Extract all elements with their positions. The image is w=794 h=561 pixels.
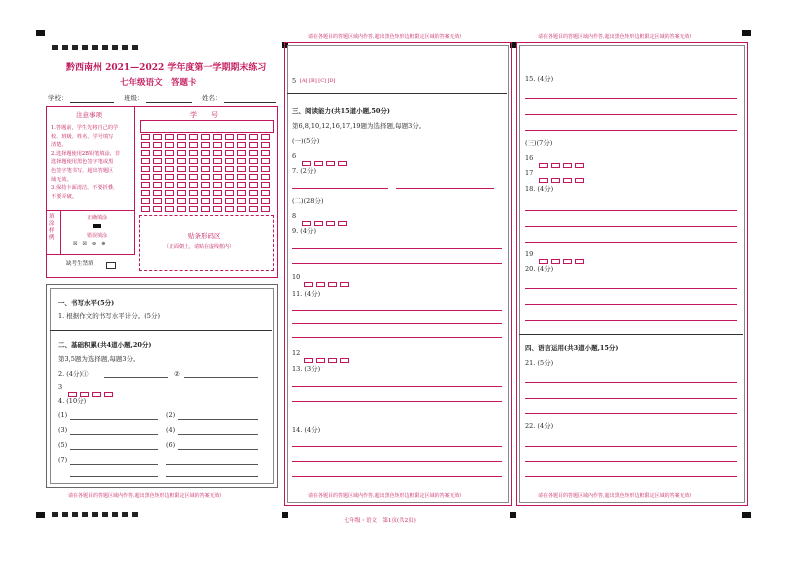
registration-mark xyxy=(282,512,288,518)
q4-item: (6) xyxy=(166,441,176,449)
student-id-bubble[interactable] xyxy=(249,198,258,204)
registration-mark xyxy=(36,512,45,518)
student-id-bubble[interactable] xyxy=(141,182,150,188)
student-id-bubble[interactable] xyxy=(165,198,174,204)
student-id-bubble[interactable] xyxy=(189,134,198,140)
student-id-label: 学 号 xyxy=(190,111,218,119)
q4-item: (3) xyxy=(58,426,68,434)
student-id-bubble[interactable] xyxy=(213,182,222,188)
q18-answer-line[interactable] xyxy=(525,226,737,227)
student-id-bubble[interactable] xyxy=(261,198,270,204)
student-id-bubble[interactable] xyxy=(261,182,270,188)
q21-answer-line[interactable] xyxy=(525,398,737,399)
question-22: 22. (4分) xyxy=(525,422,554,430)
student-id-bubble[interactable] xyxy=(237,206,246,212)
q13-answer-line[interactable] xyxy=(292,401,502,402)
student-id-bubble[interactable] xyxy=(201,198,210,204)
notice-item: 清楚。 xyxy=(51,142,67,149)
correct-fill-sample xyxy=(93,224,101,228)
student-id-bubble[interactable] xyxy=(261,142,270,148)
student-id-bubble[interactable] xyxy=(201,142,210,148)
divider xyxy=(60,210,61,254)
student-id-bubble[interactable] xyxy=(237,166,246,172)
part-3-label: (三)(7分) xyxy=(525,139,553,147)
student-id-bubble[interactable] xyxy=(237,182,246,188)
q18-answer-line[interactable] xyxy=(525,210,737,211)
q7-answer-line[interactable] xyxy=(292,188,388,189)
notice-item: 选择题使用黑色签字笔或黑 xyxy=(51,159,114,166)
q14-answer-line[interactable] xyxy=(292,446,502,447)
student-id-bubble[interactable] xyxy=(177,198,186,204)
q4-answer-line[interactable] xyxy=(70,434,158,435)
student-id-bubble[interactable] xyxy=(201,182,210,188)
q4-answer-line[interactable] xyxy=(178,434,258,435)
q9-answer-line[interactable] xyxy=(292,263,502,264)
student-id-bubble[interactable] xyxy=(261,174,270,180)
q4-item: (1) xyxy=(58,411,68,419)
barcode-area xyxy=(139,215,274,271)
question-12: 12 xyxy=(292,349,301,357)
student-id-bubble[interactable] xyxy=(225,142,234,148)
student-id-bubble[interactable] xyxy=(165,158,174,164)
student-id-bubble[interactable] xyxy=(189,150,198,156)
student-id-bubble[interactable] xyxy=(249,166,258,172)
notice-item: 1.答题前，学生先将自己的学 xyxy=(51,125,119,131)
student-id-bubble[interactable] xyxy=(189,190,198,196)
q15-answer-line[interactable] xyxy=(525,130,737,131)
q4-answer-line[interactable] xyxy=(70,464,158,465)
student-id-bubble[interactable] xyxy=(249,206,258,212)
student-id-bubble[interactable] xyxy=(189,206,198,212)
question-20: 20. (4分) xyxy=(525,265,554,273)
student-id-bubble[interactable] xyxy=(249,182,258,188)
barcode-hint: （正面朝上，请贴在虚线框内） xyxy=(164,244,235,250)
student-id-bubble[interactable] xyxy=(177,134,186,140)
divider xyxy=(519,334,743,335)
q4-answer-line[interactable] xyxy=(166,464,258,465)
warning-text: 请在各题目的答题区域内作答,超出黑色矩形边框限定区域的答案无效! xyxy=(538,34,692,40)
section-3-title: 三、阅读能力(共15道小题,50分) xyxy=(292,107,391,115)
student-id-bubble[interactable] xyxy=(249,134,258,140)
student-id-bubble[interactable] xyxy=(153,206,162,212)
q18-answer-line[interactable] xyxy=(525,242,737,243)
question-2: 2. (4分)① xyxy=(58,370,89,378)
name-field[interactable] xyxy=(224,102,276,103)
student-id-bubble[interactable] xyxy=(225,150,234,156)
warning-text: 请在各题目的答题区域内作答,超出黑色矩形边框限定区域的答案无效! xyxy=(308,493,462,499)
warning-text: 请在各题目的答题区域内作答,超出黑色矩形边框限定区域的答案无效! xyxy=(538,493,692,499)
q7-answer-line[interactable] xyxy=(396,188,494,189)
notice-item: 3.保持卡面清洁，不要折叠， xyxy=(51,185,119,192)
q14-answer-line[interactable] xyxy=(292,461,502,462)
student-id-bubble[interactable] xyxy=(225,134,234,140)
student-id-bubble[interactable] xyxy=(141,190,150,196)
student-id-bubble[interactable] xyxy=(261,158,270,164)
student-id-bubble[interactable] xyxy=(165,190,174,196)
student-id-bubble[interactable] xyxy=(141,174,150,180)
question-1: 1. 根据作文的书写水平计分。(5分) xyxy=(58,312,160,320)
student-id-bubble[interactable] xyxy=(201,134,210,140)
question-10: 10 xyxy=(292,273,301,281)
student-id-bubble[interactable] xyxy=(189,142,198,148)
section-1-title: 一、书写水平(5分) xyxy=(58,299,115,307)
student-id-bubble[interactable] xyxy=(237,134,246,140)
registration-mark xyxy=(36,30,45,36)
q22-answer-line[interactable] xyxy=(525,461,737,462)
q2-answer-line-2[interactable] xyxy=(184,377,258,378)
student-id-bubble[interactable] xyxy=(261,206,270,212)
student-id-bubble[interactable] xyxy=(225,198,234,204)
q14-answer-line[interactable] xyxy=(292,476,502,477)
student-id-bubble[interactable] xyxy=(177,174,186,180)
student-id-write-boxes[interactable] xyxy=(140,120,274,133)
student-id-bubble[interactable] xyxy=(201,158,210,164)
section-3-note: 第6,8,10,12,16,17,19题为选择题,每题3分。 xyxy=(292,122,426,130)
student-id-bubble[interactable] xyxy=(165,150,174,156)
q22-answer-line[interactable] xyxy=(525,476,737,477)
student-id-bubble[interactable] xyxy=(237,150,246,156)
q22-answer-line[interactable] xyxy=(525,446,737,447)
student-id-bubble[interactable] xyxy=(225,206,234,212)
warning-text: 请在各题目的答题区域内作答,超出黑色矩形边框限定区域的答案无效! xyxy=(308,34,462,40)
student-id-bubble[interactable] xyxy=(153,198,162,204)
wrong-fill-label: 错误填涂 xyxy=(87,233,108,239)
registration-mark xyxy=(742,30,751,36)
student-id-bubble[interactable] xyxy=(213,142,222,148)
student-id-bubble[interactable] xyxy=(225,166,234,172)
q11-answer-line[interactable] xyxy=(292,337,502,338)
student-id-bubble[interactable] xyxy=(237,174,246,180)
absent-checkbox[interactable] xyxy=(106,262,116,269)
q4-item: (2) xyxy=(166,411,176,419)
student-id-bubble[interactable] xyxy=(165,182,174,188)
student-id-bubble[interactable] xyxy=(177,190,186,196)
student-id-bubble[interactable] xyxy=(249,174,258,180)
student-id-bubble[interactable] xyxy=(141,150,150,156)
student-id-bubble[interactable] xyxy=(201,174,210,180)
section-4-title: 四、语言运用(共3道小题,15分) xyxy=(525,344,619,352)
student-id-bubble[interactable] xyxy=(165,174,174,180)
student-id-bubble[interactable] xyxy=(261,150,270,156)
student-id-bubble[interactable] xyxy=(189,198,198,204)
student-id-bubble[interactable] xyxy=(213,198,222,204)
student-id-bubble[interactable] xyxy=(165,166,174,172)
student-id-bubble[interactable] xyxy=(165,134,174,140)
student-id-bubble[interactable] xyxy=(237,198,246,204)
absent-label: 缺考生禁填 xyxy=(66,261,94,267)
student-id-bubble[interactable] xyxy=(177,206,186,212)
student-id-bubble[interactable] xyxy=(153,150,162,156)
part-2-label: (二)(28分) xyxy=(292,197,324,205)
student-id-bubble[interactable] xyxy=(141,158,150,164)
q15-answer-line[interactable] xyxy=(525,98,737,99)
student-id-bubble[interactable] xyxy=(237,158,246,164)
divider xyxy=(50,330,272,331)
q21-answer-line[interactable] xyxy=(525,413,737,414)
class-field[interactable] xyxy=(146,102,192,103)
q4-answer-line[interactable] xyxy=(70,449,158,450)
q20-answer-line[interactable] xyxy=(525,288,737,289)
student-id-bubble[interactable] xyxy=(177,150,186,156)
question-13: 13. (3分) xyxy=(292,365,321,373)
registration-mark xyxy=(742,512,751,518)
student-id-bubble[interactable] xyxy=(201,206,210,212)
q4-answer-line[interactable] xyxy=(178,449,258,450)
student-id-bubble[interactable] xyxy=(177,166,186,172)
registration-mark xyxy=(510,512,516,518)
question-18: 18. (4分) xyxy=(525,185,554,193)
q11-answer-line[interactable] xyxy=(292,310,502,311)
notice-item: 色签字笔书写，超出答题区 xyxy=(51,167,114,174)
student-id-bubble[interactable] xyxy=(225,174,234,180)
student-id-bubble[interactable] xyxy=(225,182,234,188)
q21-answer-line[interactable] xyxy=(525,382,737,383)
q2-answer-line-1[interactable] xyxy=(104,377,168,378)
class-label: 班级： xyxy=(124,94,144,102)
q15-answer-line[interactable] xyxy=(525,114,737,115)
notice-item: 2.选择题使用2B铅笔填涂，非 xyxy=(51,150,121,157)
q4-answer-line[interactable] xyxy=(178,419,258,420)
student-id-bubble[interactable] xyxy=(225,190,234,196)
student-id-bubble[interactable] xyxy=(141,142,150,148)
page-subtitle: 七年级语文 答题卡 xyxy=(120,78,197,88)
question-8: 8 xyxy=(292,212,297,220)
question-4: 4. (10分) xyxy=(58,397,87,405)
timing-marks xyxy=(52,512,138,517)
q5-options[interactable]: [A] [B] [C] [D] xyxy=(300,78,336,84)
school-field[interactable] xyxy=(70,102,114,103)
student-id-bubble[interactable] xyxy=(141,198,150,204)
notice-item: 不要弄破。 xyxy=(51,193,77,200)
barcode-title: 贴条形码区 xyxy=(188,232,221,240)
question-16: 16 xyxy=(525,154,534,162)
student-id-bubble[interactable] xyxy=(177,182,186,188)
question-19: 19 xyxy=(525,250,534,258)
question-7: 7. (2分) xyxy=(292,167,316,175)
question-17: 17 xyxy=(525,169,534,177)
student-id-bubble[interactable] xyxy=(249,158,258,164)
question-6: 6 xyxy=(292,152,297,160)
notice-item: 域无效。 xyxy=(51,176,72,183)
q20-answer-line[interactable] xyxy=(525,304,737,305)
question-9: 9. (4分) xyxy=(292,227,316,235)
q4-item: (4) xyxy=(166,426,176,434)
warning-text: 请在各题目的答题区域内作答,超出黑色矩形边框限定区域的答案无效! xyxy=(68,493,222,499)
student-id-bubble[interactable] xyxy=(153,166,162,172)
student-id-bubble[interactable] xyxy=(237,190,246,196)
student-id-bubble[interactable] xyxy=(153,158,162,164)
q4-answer-line[interactable] xyxy=(166,476,258,477)
student-id-bubble[interactable] xyxy=(153,190,162,196)
student-id-bubble[interactable] xyxy=(141,166,150,172)
student-id-bubble[interactable] xyxy=(261,190,270,196)
student-id-bubble[interactable] xyxy=(177,158,186,164)
section-2-note: 第3,5题为选择题,每题3分。 xyxy=(58,355,140,363)
student-id-bubble[interactable] xyxy=(261,166,270,172)
question-3: 3 xyxy=(58,383,63,391)
fill-example-side-label: 填涂样例 xyxy=(49,214,55,241)
question-2-part-2: ② xyxy=(174,370,180,378)
student-id-bubble[interactable] xyxy=(201,150,210,156)
student-id-bubble[interactable] xyxy=(213,134,222,140)
q4-item: (7) xyxy=(58,456,68,464)
name-label: 姓名： xyxy=(202,94,222,102)
q4-answer-line[interactable] xyxy=(70,476,158,477)
student-id-bubble[interactable] xyxy=(189,166,198,172)
student-id-bubble[interactable] xyxy=(213,174,222,180)
notice-item: 校、班级、姓名、学号填写 xyxy=(51,133,114,140)
student-id-bubble[interactable] xyxy=(189,182,198,188)
section-2-title: 二、基础积累(共4道小题,20分) xyxy=(58,341,152,349)
student-id-bubble[interactable] xyxy=(189,174,198,180)
student-id-bubble[interactable] xyxy=(225,158,234,164)
student-id-bubble[interactable] xyxy=(165,142,174,148)
student-id-bubble[interactable] xyxy=(213,206,222,212)
student-id-bubble[interactable] xyxy=(141,206,150,212)
question-11: 11. (4分) xyxy=(292,290,321,298)
student-id-bubble[interactable] xyxy=(213,190,222,196)
student-id-bubble[interactable] xyxy=(213,158,222,164)
timing-marks xyxy=(52,45,138,50)
question-15: 15. (4分) xyxy=(525,75,554,83)
question-21: 21. (5分) xyxy=(525,359,554,367)
student-id-bubble-grid[interactable] xyxy=(141,134,271,212)
student-id-bubble[interactable] xyxy=(213,150,222,156)
student-id-bubble[interactable] xyxy=(153,142,162,148)
student-id-bubble[interactable] xyxy=(261,134,270,140)
question-14: 14. (4分) xyxy=(292,426,321,434)
correct-fill-label: 正确填涂 xyxy=(87,215,108,221)
notice-title: 注意事项 xyxy=(76,111,102,119)
page-footer: 七年级・语文 第1页(共2页) xyxy=(344,518,416,524)
student-id-bubble[interactable] xyxy=(189,158,198,164)
q13-answer-line[interactable] xyxy=(292,386,502,387)
notice-list xyxy=(51,124,133,201)
student-id-bubble[interactable] xyxy=(153,174,162,180)
student-id-bubble[interactable] xyxy=(165,206,174,212)
q11-answer-line[interactable] xyxy=(292,323,502,324)
school-label: 学校： xyxy=(48,94,68,102)
q9-answer-line[interactable] xyxy=(292,248,502,249)
student-id-bubble[interactable] xyxy=(249,142,258,148)
student-id-bubble[interactable] xyxy=(141,134,150,140)
student-id-bubble[interactable] xyxy=(153,134,162,140)
divider xyxy=(287,93,507,94)
student-id-bubble[interactable] xyxy=(153,182,162,188)
wrong-fill-samples: ☒ ☒ ⊖ ⊕ xyxy=(73,241,106,247)
q20-answer-line[interactable] xyxy=(525,320,737,321)
q4-item: (5) xyxy=(58,441,68,449)
student-id-bubble[interactable] xyxy=(201,190,210,196)
student-id-bubble[interactable] xyxy=(237,142,246,148)
page-title: 黔西南州 2021—2022 学年度第一学期期末练习 xyxy=(66,63,267,73)
student-id-bubble[interactable] xyxy=(201,166,210,172)
student-id-bubble[interactable] xyxy=(177,142,186,148)
part-1-label: (一)(5分) xyxy=(292,137,320,145)
student-id-bubble[interactable] xyxy=(249,150,258,156)
q4-answer-line[interactable] xyxy=(70,419,158,420)
question-5: 5 xyxy=(292,77,297,85)
student-id-bubble[interactable] xyxy=(213,166,222,172)
student-id-bubble[interactable] xyxy=(249,190,258,196)
